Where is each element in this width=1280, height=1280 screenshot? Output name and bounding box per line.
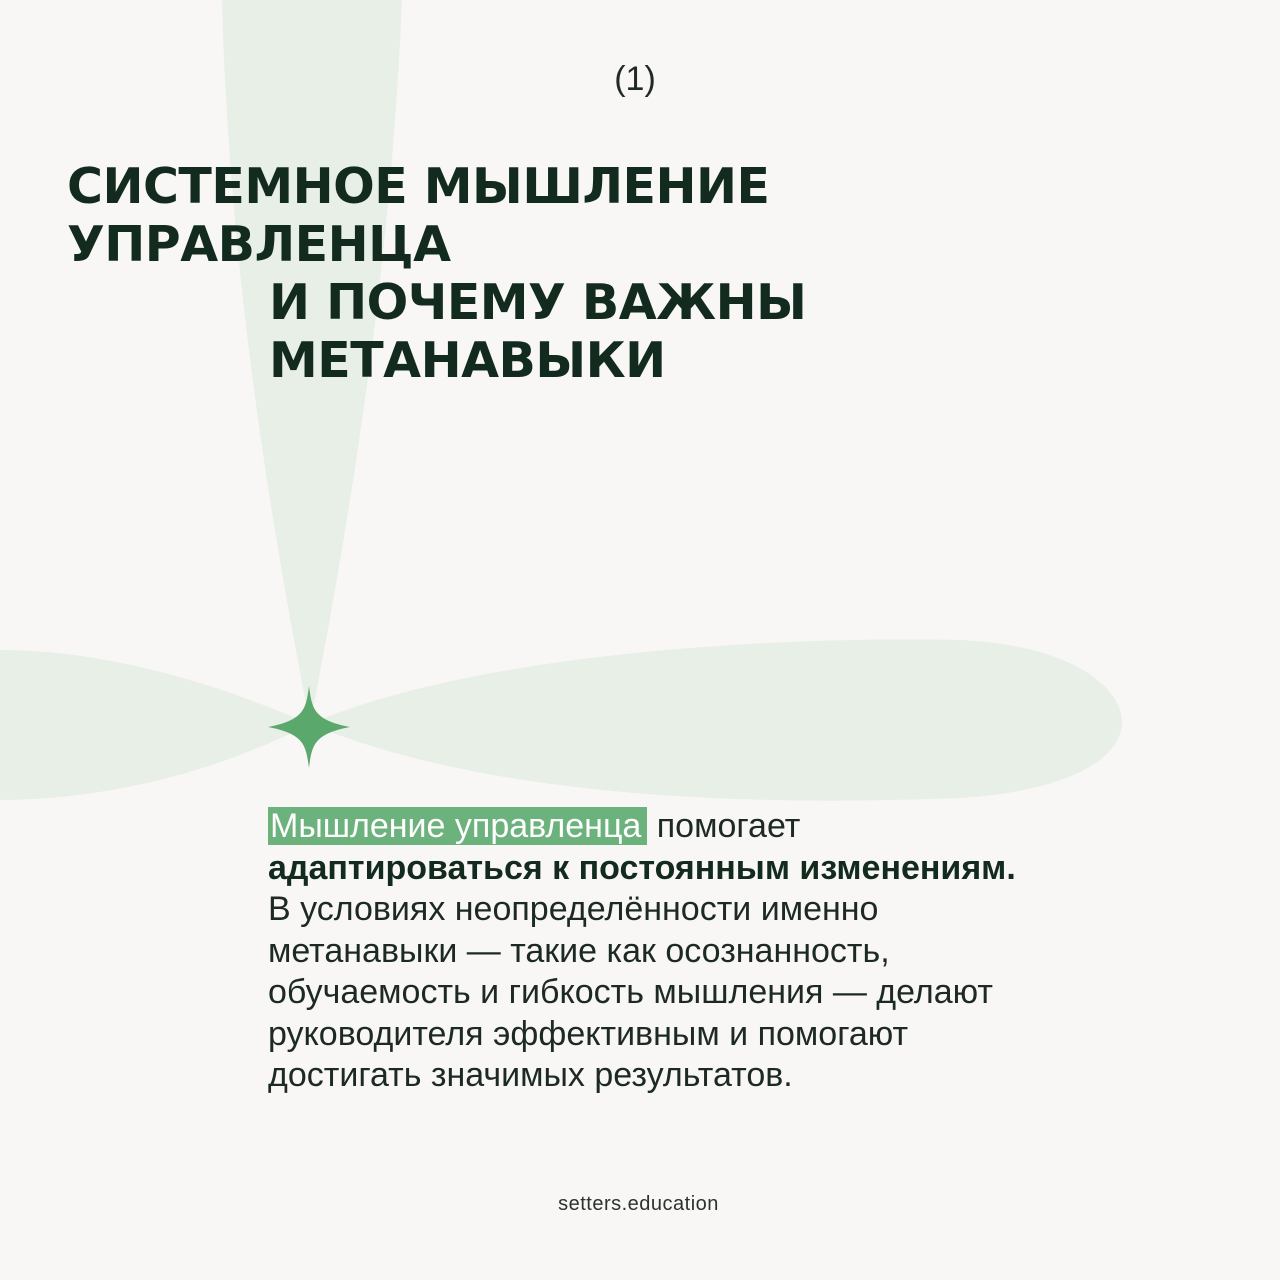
body-bold-line: адаптироваться к постоянным изменениям. [268, 848, 1016, 887]
highlighted-phrase: Мышление управленца [268, 807, 647, 845]
body-paragraph [268, 806, 1228, 1097]
body-line-3: В условиях неопределённости именно [268, 890, 879, 928]
title-line-1: СИСТЕМНОЕ МЫШЛЕНИЕ [67, 158, 770, 215]
body-line-1 [268, 806, 1228, 848]
title-line-2: УПРАВЛЕНЦА [67, 216, 451, 273]
body-line-6: руководителя эффективным и помогают [268, 1014, 909, 1053]
body-line-4: метанавыки — такие как осознанность, [268, 931, 890, 970]
slide-title [67, 158, 987, 390]
title-line-3: И ПОЧЕМУ ВАЖНЫ [269, 274, 807, 331]
slide-number: (1) [614, 60, 656, 98]
body-line-7: достигать значимых результатов. [268, 1056, 793, 1094]
footer-website: setters.education [558, 1193, 719, 1215]
title-line-4: МЕТАНАВЫКИ [269, 332, 666, 389]
four-point-sparkle-icon [266, 684, 352, 770]
body-line-5: обучаемость и гибкость мышления — делают [268, 973, 993, 1011]
body-after-highlight: помогает [647, 807, 801, 845]
horizontal-petal [0, 639, 1122, 800]
